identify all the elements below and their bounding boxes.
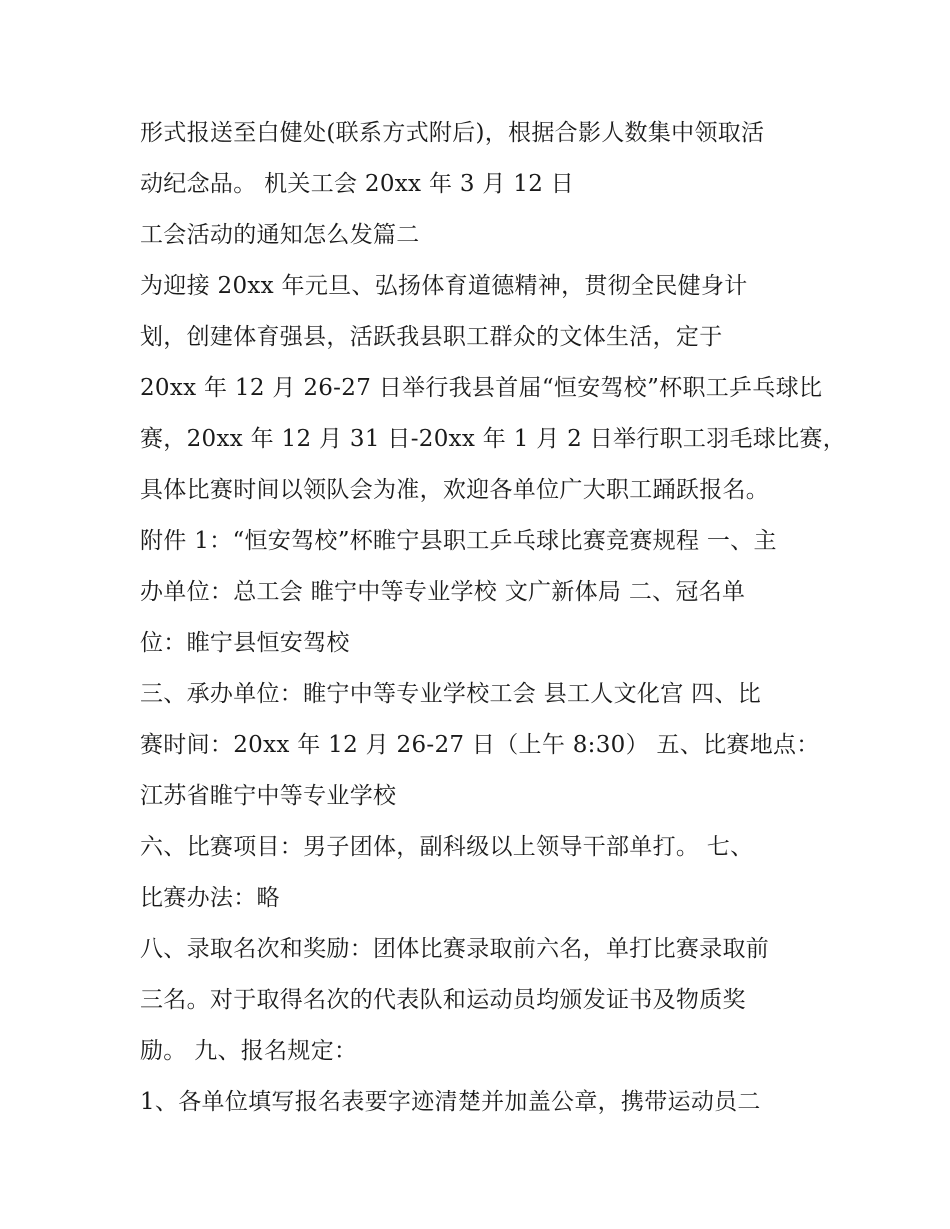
text-line: 20xx 年 12 月 26-27 日举行我县首届“恒安驾校”杯职工乒乓球比: [140, 375, 823, 401]
text-line: 三名。对于取得名次的代表队和运动员均颁发证书及物质奖: [140, 987, 746, 1013]
text-line: 附件 1：“恒安驾校”杯睢宁县职工乒乓球比赛竞赛规程 一、主: [140, 528, 777, 554]
text-line: 动纪念品。 机关工会 20xx 年 3 月 12 日: [140, 171, 575, 197]
text-line: 具体比赛时间以领队会为准，欢迎各单位广大职工踊跃报名。: [140, 477, 770, 503]
section-heading: 工会活动的通知怎么发篇二: [140, 222, 420, 248]
text-line: 赛，20xx 年 12 月 31 日-20xx 年 1 月 2 日举行职工羽毛球比赛，: [140, 426, 846, 452]
text-line: 八、录取名次和奖励：团体比赛录取前六名，单打比赛录取前: [140, 936, 770, 962]
text-line: 办单位：总工会 睢宁中等专业学校 文广新体局 二、冠名单: [140, 579, 746, 605]
text-line: 赛时间：20xx 年 12 月 26-27 日（上午 8:30） 五、比赛地点：: [140, 732, 820, 758]
text-line: 划，创建体育强县，活跃我县职工群众的文体生活，定于: [140, 324, 723, 350]
text-line: 比赛办法：略: [140, 885, 280, 911]
text-line: 江苏省睢宁中等专业学校: [140, 783, 397, 809]
text-line: 1、各单位填写报名表要字迹清楚并加盖公章，携带运动员二: [140, 1089, 761, 1115]
text-line: 形式报送至白健处(联系方式附后)，根据合影人数集中领取活: [140, 120, 765, 146]
text-line: 六、比赛项目：男子团体，副科级以上领导干部单打。 七、: [140, 834, 754, 860]
text-line: 三、承办单位：睢宁中等专业学校工会 县工人文化宫 四、比: [140, 681, 762, 707]
text-line: 位：睢宁县恒安驾校: [140, 630, 350, 656]
text-line: 励。 九、报名规定：: [140, 1038, 358, 1064]
text-line: 为迎接 20xx 年元旦、弘扬体育道德精神，贯彻全民健身计: [140, 273, 748, 299]
document-body: [140, 108, 846, 1128]
